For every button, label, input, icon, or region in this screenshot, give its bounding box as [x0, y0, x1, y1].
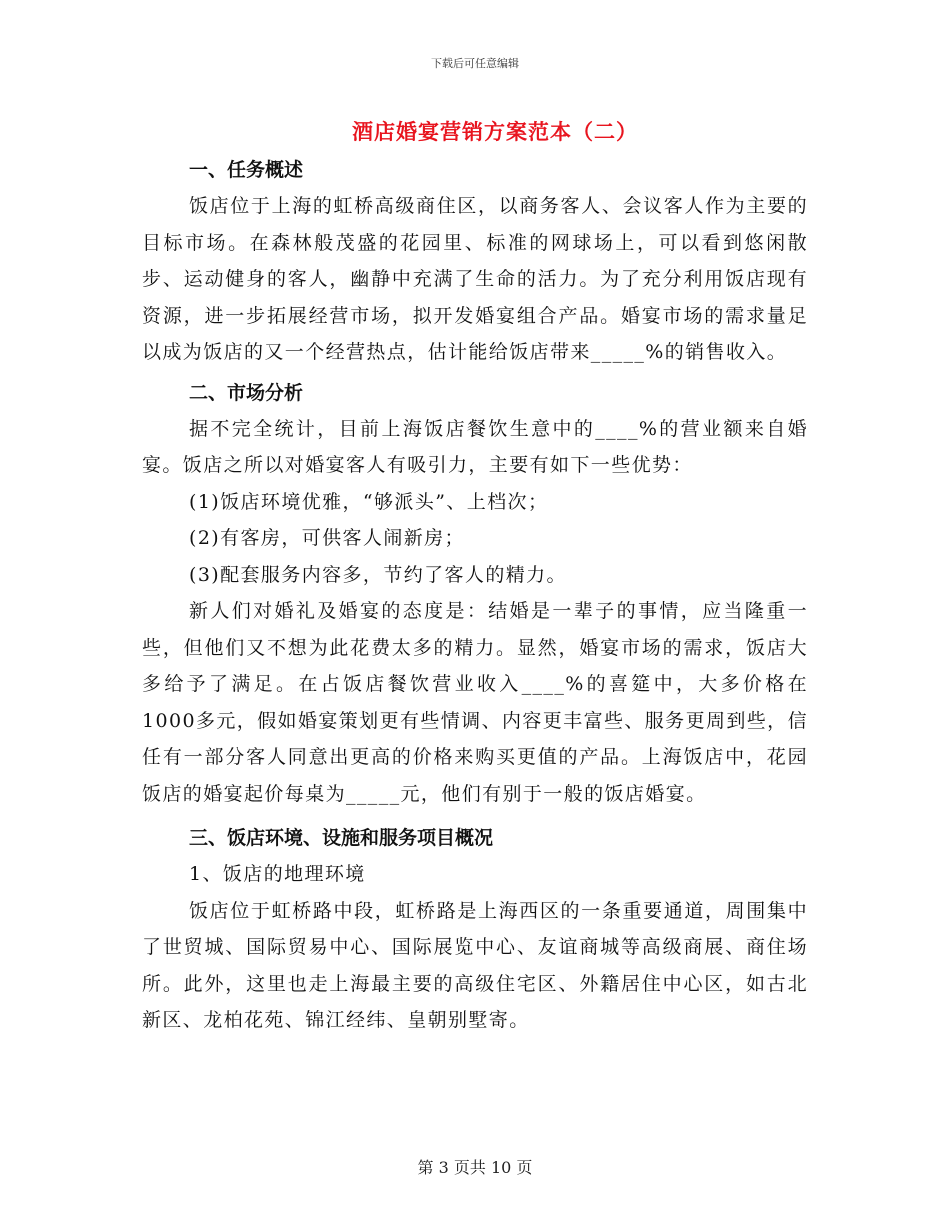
advantage-item-2: (2)有客房，可供客人闹新房； [189, 527, 465, 549]
geography-paragraph: 饭店位于虹桥路中段，虹桥路是上海西区的一条重要通道，周围集中了世贸城、国际贸易中心、国际展览中心、友谊商城等高级商展、商住场所。此外，这里也走上海最主要的高级住宅区、外籍居住中心区，如古北新区、龙柏花苑、锦江经纬、皇朝别墅寄。 [142, 899, 808, 1031]
section-heading-overview: 一、任务概述 [189, 159, 304, 181]
section-heading-environment: 三、饭店环境、设施和服务项目概况 [189, 827, 494, 849]
advantage-item-1: (1)饭店环境优雅，“够派头”、上档次； [189, 490, 549, 513]
document-title: 酒店婚宴营销方案范本（二） [352, 119, 638, 144]
market-analysis-paragraph: 新人们对婚礼及婚宴的态度是：结婚是一辈子的事情，应当隆重一些，但他们又不想为此花费太多的精力。显然，婚宴市场的需求，饭店大多给予了满足。在占饭店餐饮营业收入____%的喜筵中，大多价格在1000多元，假如婚宴策划更有些情调、内容更丰富些、服务更周到些，信任有一部分客人同意出更高的价格来购买更值的产品。上海饭店中，花园饭店的婚宴起价每桌为_____元，他们有别于一般的饭店婚宴。 [142, 600, 808, 805]
overview-paragraph: 饭店位于上海的虹桥高级商住区，以商务客人、会议客人作为主要的目标市场。在森林般茂盛的花园里、标准的网球场上，可以看到悠闲散步、运动健身的客人，幽静中充满了生命的活力。为了充分利用饭店现有资源，进一步拓展经营市场，拟开发婚宴组合产品。婚宴市场的需求量足以成为饭店的又一个经营热点，估计能给饭店带来_____%的销售收入。 [142, 195, 808, 363]
page-footer: 第 3 页共 10 页 [417, 1158, 533, 1177]
section-heading-market-analysis: 二、市场分析 [189, 381, 304, 404]
document-body [142, 152, 808, 1039]
header-note: 下载后可任意编辑 [431, 57, 519, 70]
subheading-geography: 1、饭店的地理环境 [189, 863, 366, 885]
market-analysis-intro: 据不完全统计，目前上海饭店餐饮生意中的____%的营业额来自婚宴。饭店之所以对婚宴客人有吸引力，主要有如下一些优势： [142, 417, 808, 476]
advantage-item-3: (3)配套服务内容多，节约了客人的精力。 [189, 563, 567, 586]
